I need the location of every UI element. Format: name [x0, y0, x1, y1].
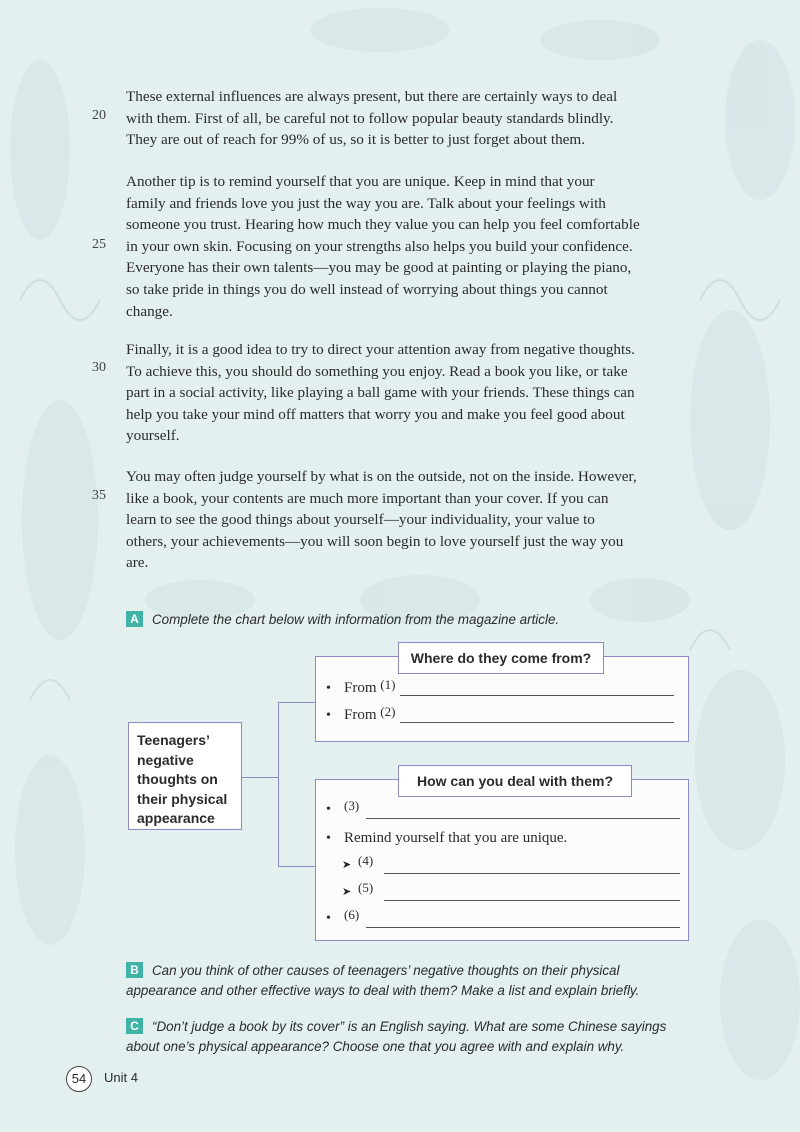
paragraph-line: change.: [126, 302, 173, 320]
strategy-item-5: [342, 880, 374, 900]
task-a-text: Complete the chart below with information from the magazine article.: [152, 612, 560, 627]
paragraph-4: [126, 466, 696, 574]
connector-line: [278, 702, 315, 703]
answer-blank-4[interactable]: [384, 873, 680, 874]
connector-line: [278, 866, 315, 867]
bullet-icon: •: [326, 802, 331, 817]
page-number: 54: [66, 1066, 92, 1092]
source-item-1: [326, 677, 396, 697]
answer-blank-3[interactable]: [366, 818, 680, 819]
paragraph-line: Everyone has their own talents—you may be good at painting or playing the piano,: [126, 259, 632, 277]
paragraph-line: To achieve this, you should do something you enjoy. Read a book you like, or take: [126, 362, 628, 380]
task-b-line1: Can you think of other causes of teenagers’ negative thoughts on their physical: [152, 963, 620, 978]
source-item-2: [326, 704, 396, 724]
blank-number: (3): [344, 798, 360, 813]
strategy-item-3: [326, 798, 360, 818]
blank-number: (5): [358, 880, 374, 895]
line-number-30: 30: [92, 360, 106, 375]
blank-number: (6): [344, 907, 360, 922]
paragraph-line: yourself.: [126, 427, 180, 445]
paragraph-line: others, your achievements—you will soon begin to love yourself just the way you: [126, 532, 624, 550]
paragraph-line: part in a social activity, like playing a ball game with your friends. These things can: [126, 384, 635, 402]
source-item-prefix: From: [344, 707, 377, 723]
paragraph-line: These external influences are always present, but there are certainly ways to deal: [126, 88, 618, 105]
unit-label: Unit 4: [104, 1070, 138, 1085]
chart-topic-box: Teenagers’ negative thoughts on their physical appearance: [128, 722, 242, 830]
strategy-item-4: [342, 853, 374, 873]
line-number-20: 20: [92, 108, 106, 123]
task-c: [126, 1017, 706, 1057]
blank-number: (1): [380, 677, 396, 692]
connector-line: [242, 777, 278, 778]
paragraph-line: Another tip is to remind yourself that you are unique. Keep in mind that your: [126, 173, 595, 190]
line-number-35: 35: [92, 488, 106, 503]
task-a: [126, 610, 706, 630]
paragraph-line: like a book, your contents are much more important than your cover. If you can: [126, 489, 609, 507]
paragraph-1: [126, 86, 696, 151]
paragraph-line: Finally, it is a good idea to try to direct your attention away from negative thoughts.: [126, 341, 635, 358]
blank-number: (4): [358, 853, 374, 868]
paragraph-line: with them. First of all, be careful not to follow popular beauty standards blindly.: [126, 109, 614, 127]
arrow-icon: ➤: [342, 859, 352, 871]
paragraph-line: They are out of reach for 99% of us, so it is better to just forget about them.: [126, 131, 586, 149]
paragraph-3: [126, 339, 696, 447]
task-c-line1: “Don’t judge a book by its cover” is an English saying. What are some Chinese sayings: [152, 1019, 667, 1034]
paragraph-line: in your own skin. Focusing on your strengths also helps you build your confidence.: [126, 237, 633, 255]
paragraph-line: so take pride in things you do well instead of worrying about things you cannot: [126, 280, 608, 298]
task-a-badge: A: [126, 611, 143, 627]
paragraph-line: help you take your mind off matters that worry you and make you feel good about: [126, 405, 625, 423]
answer-blank-6[interactable]: [366, 927, 680, 928]
strategy-item-remind: [326, 830, 567, 847]
blank-number: (2): [380, 704, 396, 719]
paragraph-line: are.: [126, 554, 149, 572]
sources-title: Where do they come from?: [398, 642, 604, 674]
strategies-title: How can you deal with them?: [398, 765, 632, 797]
paragraph-line: someone you trust. Hearing how much they value you can help you feel comfortable: [126, 216, 640, 234]
bullet-icon: •: [326, 708, 331, 723]
task-c-line2: about one’s physical appearance? Choose one that you agree with and explain why.: [126, 1039, 625, 1054]
paragraph-line: learn to see the good things about yourself—your individuality, your value to: [126, 511, 595, 529]
line-number-25: 25: [92, 237, 106, 252]
answer-blank-1[interactable]: [400, 695, 674, 696]
answer-blank-2[interactable]: [400, 722, 674, 723]
task-b-line2: appearance and other effective ways to deal with them? Make a list and explain briefly.: [126, 983, 640, 998]
arrow-icon: ➤: [342, 886, 352, 898]
bullet-icon: •: [326, 831, 331, 846]
task-b: [126, 961, 706, 1001]
task-b-badge: B: [126, 962, 143, 978]
answer-blank-5[interactable]: [384, 900, 680, 901]
bullet-icon: •: [326, 911, 331, 926]
strategy-remind-text: Remind yourself that you are unique.: [344, 830, 568, 846]
paragraph-line: family and friends love you just the way you are. Talk about your feelings with: [126, 194, 606, 212]
bullet-icon: •: [326, 681, 331, 696]
paragraph-2: [126, 171, 696, 322]
connector-line: [278, 702, 279, 866]
task-c-badge: C: [126, 1018, 143, 1034]
paragraph-line: You may often judge yourself by what is on the outside, not on the inside. However,: [126, 468, 637, 485]
strategy-item-6: [326, 907, 360, 927]
source-item-prefix: From: [344, 680, 377, 696]
